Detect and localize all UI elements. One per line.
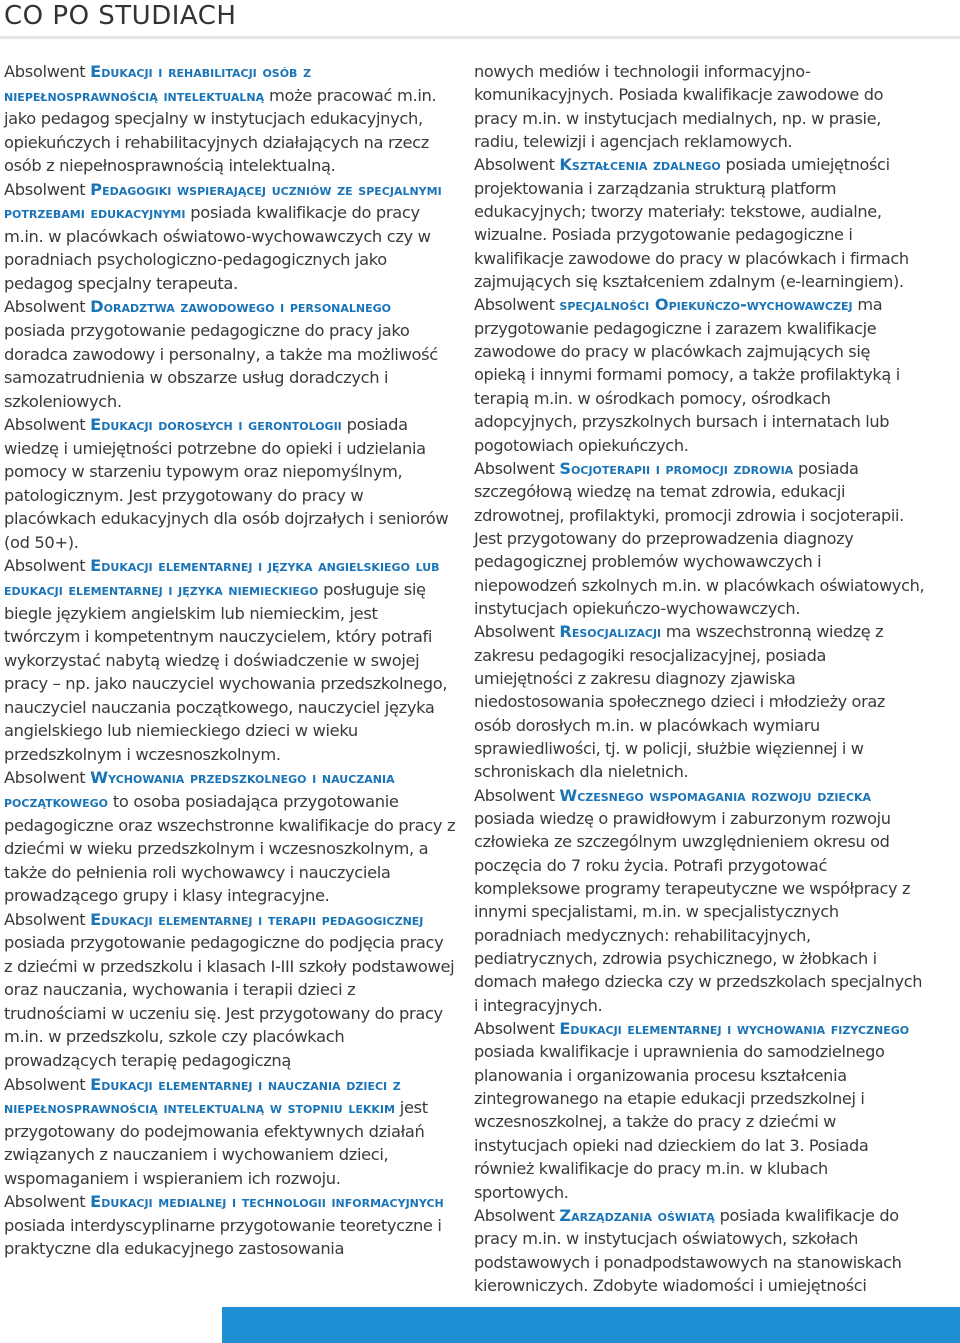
specialty-name: Wychowania przedszkolnego i nauczania początkowego bbox=[4, 768, 395, 811]
paragraph-text: posiada kwalifikacje do pracy m.in. w placówkach oświatowo-wychowawczych czy w poradniach psychologiczno-pedagogicznych jako pedagog specjalny terapeuta. bbox=[4, 203, 431, 293]
paragraph-lead: Absolwent bbox=[474, 1205, 560, 1225]
specialty-name: Resocjalizacji bbox=[559, 622, 662, 642]
career-paragraph bbox=[4, 1190, 456, 1261]
career-paragraph bbox=[474, 60, 926, 153]
paragraph-text: posiada wiedzę o prawidłowym i zaburzonym rozwoju człowieka ze szczególnym uwzględnieniem okresu od poczęcia do 7 roku życia. Potrafi przygotować kompleksowe programy terapeutyczne we współpracy z innymi specjalistami, m.in. w specjalistycznych poradniach medycznych: rehabilitacyjnych, pediatrycznych, zdrowia psychicznego, w żłobkach i domach małego dziecka czy w przedszkolach specjalnych i integracyjnych. bbox=[474, 809, 923, 1015]
career-paragraph bbox=[4, 295, 456, 413]
career-paragraph bbox=[4, 60, 456, 178]
specialty-name: Edukacji elementarnej i nauczania dzieci z niepełnosprawnością intelektualną w stopniu lekkim bbox=[4, 1074, 401, 1118]
career-paragraph bbox=[474, 457, 926, 620]
paragraph-text: ma wszechstronną wiedzę z zakresu pedagogiki resocjalizacyjnej, posiada umiejętności z zakresu diagnozy zjawiska niedostosowania społecznego dzieci i młodzieży oraz osób dorosłych m.in. w placówkach wymiaru sprawiedliwości, tj. w policji, służbie więziennej i w schroniskach dla nieletnich. bbox=[474, 622, 886, 782]
paragraph-text: posiada szczegółową wiedzę na temat zdrowia, edukacji zdrowotnej, profilaktyki, promocji zdrowia i socjoterapii. Jest przygotowany do przeprowadzenia diagnozy pedagogicznej problemów wychowawczych i niepowodzeń szkolnych m.in. w placówkach oświatowych, instytucjach opiekuńczo-wychowawczych. bbox=[474, 458, 925, 618]
specialty-name: Edukacji dorosłych i gerontologii bbox=[90, 415, 342, 435]
paragraph-text: posiada kwalifikacje i uprawnienia do samodzielnego planowania i organizowania procesu kształcenia zintegrowanego na etapie edukacji przedszkolnej i wczesnoszkolnej, a także do pracy z dziećmi w instytucjach opieki nad dzieckiem do lat 3. Posiada również kwalifikacje do pracy m.in. w klubach sportowych. bbox=[474, 1042, 885, 1202]
specialty-name: Doradztwa zawodowego i personalnego bbox=[90, 297, 392, 317]
career-paragraph bbox=[4, 766, 456, 907]
paragraph-lead: Absolwent bbox=[474, 622, 560, 642]
footer-bar bbox=[222, 1307, 960, 1343]
career-paragraph bbox=[4, 413, 456, 554]
left-column bbox=[4, 60, 456, 1261]
career-paragraph bbox=[474, 1017, 926, 1204]
page-title: CO PO STUDIACH bbox=[4, 1, 237, 31]
paragraph-lead: Absolwent bbox=[4, 179, 91, 199]
paragraph-lead: Absolwent bbox=[4, 415, 91, 435]
specialty-name: Pedagogiki wspierającej uczniów ze specjalnymi potrzebami edukacyjnymi bbox=[4, 179, 442, 223]
paragraph-text: posiada interdyscyplinarne przygotowanie teoretyczne i praktyczne dla edukacyjnego zastosowania bbox=[4, 1215, 442, 1259]
specialty-name: Edukacji i rehabilitacji osób z niepełnosprawnością intelektualną bbox=[4, 62, 312, 105]
right-column bbox=[474, 60, 926, 1297]
career-paragraph bbox=[4, 554, 456, 766]
paragraph-text: posiada wiedzę i umiejętności potrzebne do opieki i udzielania pomocy w starzeniu typowym oraz niepomyślnym, patologicznym. Jest przygotowany do pracy w placówkach edukacyjnych dla osób dojrzałych i seniorów (od 50+). bbox=[4, 415, 449, 552]
career-paragraph bbox=[474, 784, 926, 1017]
paragraph-text: to osoba posiadająca przygotowanie pedagogiczne oraz wszechstronne kwalifikacje do pracy z dziećmi w wieku przedszkolnym i wczesnoszkolnym, a także do pełnienia roli wychowawcy i nauczyciela prowadzącego grupy i klasy integracyjne. bbox=[4, 791, 456, 906]
specialty-name: Edukacji medialnej i technologii informacyjnych bbox=[90, 1192, 444, 1212]
paragraph-text: nowych mediów i technologii informacyjno-komunikacyjnych. Posiada kwalifikacje zawodowe do pracy m.in. w instytucjach medialnych, np. w prasie, radiu, telewizji i agencjach reklamowych. bbox=[474, 62, 884, 152]
paragraph-text: posługuje się biegle językiem angielskim lub niemieckim, jest twórczym i kompetentnym nauczycielem, który potrafi wykorzystać nabytą wiedzę i doświadczenie w swojej pracy – np. jako nauczyciel wychowania przedszkolnego, nauczyciel nauczania początkowego, nauczyciel języka angielskiego lub niemieckiego dzieci w wieku przedszkolnym i wczesnoszkolnym. bbox=[4, 580, 448, 764]
specialty-name: Kształcenia zdalnego bbox=[559, 155, 721, 175]
specialty-name: Edukacji elementarnej i terapii pedagogicznej bbox=[90, 909, 424, 929]
paragraph-text: posiada umiejętności projektowania i zarządzania strukturą platform edukacyjnych; tworzy materiały: tekstowe, audialne, wizualne. Posiada przygotowanie pedagogiczne i kwalifikacje zawodowe do pracy w placówkach i firmach zajmujących się kształceniem zdalnym (e-learningiem). bbox=[474, 155, 909, 292]
paragraph-text: posiada kwalifikacje do pracy m.in. w instytucjach oświatowych, szkołach podstawowych i ponadpodstawowych na stanowiskach kierowniczych. Zdobyte wiadomości i umiejętności bbox=[474, 1205, 902, 1295]
paragraph-lead: Absolwent bbox=[474, 1019, 560, 1039]
paragraph-lead: Absolwent bbox=[4, 909, 91, 929]
career-paragraph bbox=[474, 293, 926, 456]
paragraph-lead: Absolwent bbox=[474, 155, 560, 175]
paragraph-lead: Absolwent bbox=[474, 458, 560, 478]
paragraph-lead: Absolwent bbox=[4, 297, 91, 317]
specialty-name: Edukacji elementarnej i wychowania fizycznego bbox=[559, 1019, 910, 1039]
paragraph-lead: Absolwent bbox=[4, 1074, 91, 1094]
specialty-name: specjalności Opiekuńczo-wychowawczej bbox=[559, 295, 853, 315]
specialty-name: Zarządzania oświatą bbox=[559, 1205, 715, 1225]
specialty-name: Edukacji elementarnej i języka angielskiego lub edukacji elementarnej i języka niemieckiego bbox=[4, 556, 440, 600]
career-paragraph bbox=[474, 153, 926, 293]
paragraph-lead: Absolwent bbox=[474, 295, 560, 315]
paragraph-text: ma przygotowanie pedagogiczne i zarazem kwalifikacje zawodowe do pracy w placówkach zajmujących się opieką i innymi formami pomocy, a także profilaktyką i terapią m.in. w ośrodkach pomocy, ośrodkach adopcyjnych, przyszkolnych bursach i internatach lub pogotowiach opiekuńczych. bbox=[474, 295, 900, 455]
paragraph-lead: Absolwent bbox=[4, 1192, 91, 1212]
career-paragraph bbox=[4, 908, 456, 1073]
paragraph-text: posiada przygotowanie pedagogiczne do pracy jako doradca zawodowy i personalny, a także ma możliwość samozatrudnienia w obszarze usług doradczych i szkoleniowych. bbox=[4, 321, 438, 411]
specialty-name: Socjoterapii i promocji zdrowia bbox=[559, 458, 794, 478]
paragraph-text: jest przygotowany do podejmowania efektywnych działań związanych z nauczaniem i wychowaniem dzieci, wspomaganiem i wspieraniem ich rozwoju. bbox=[4, 1098, 428, 1188]
paragraph-lead: Absolwent bbox=[4, 768, 91, 788]
career-paragraph bbox=[4, 1073, 456, 1191]
paragraph-text: posiada przygotowanie pedagogiczne do podjęcia pracy z dziećmi w przedszkolu i klasach I-III szkoły podstawowej oraz nauczania, wychowania i terapii dzieci z trudnościami w uczeniu się. Jest przygotowany do pracy m.in. w przedszkolu, szkole czy placówkach prowadzących terapię pedagogiczną bbox=[4, 933, 455, 1070]
title-divider bbox=[0, 36, 960, 39]
paragraph-lead: Absolwent bbox=[4, 62, 91, 81]
career-paragraph bbox=[4, 178, 456, 296]
paragraph-lead: Absolwent bbox=[4, 556, 91, 576]
career-paragraph bbox=[474, 1204, 926, 1297]
specialty-name: Wczesnego wspomagania rozwoju dziecka bbox=[559, 785, 872, 805]
paragraph-lead: Absolwent bbox=[474, 785, 560, 805]
paragraph-text: może pracować m.in. jako pedagog specjalny w instytucjach edukacyjnych, opiekuńczych i rehabilitacyjnych działających na rzecz osób z niepełnosprawnością intelektualną. bbox=[4, 85, 437, 176]
career-paragraph bbox=[474, 620, 926, 783]
